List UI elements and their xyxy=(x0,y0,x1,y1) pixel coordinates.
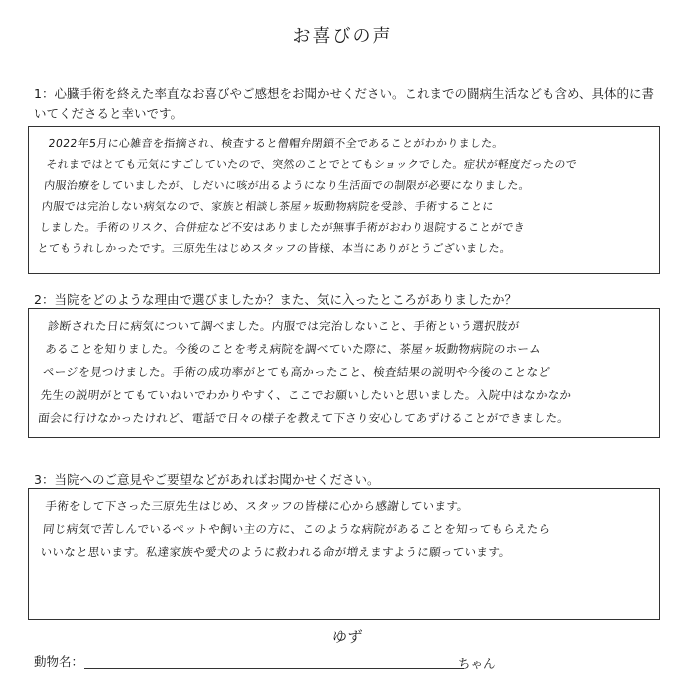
question-3-label: 3：当院へのご意見やご要望などがあればお聞かせください。 xyxy=(34,472,380,487)
answer-2-text xyxy=(37,315,655,430)
answer-3-text xyxy=(39,495,652,564)
answer-line: 手術をして下さった三原先生はじめ、スタッフの皆様に心から感謝しています。 xyxy=(44,499,470,513)
answer-line: 内服では完治しない病気なので、家族と相談し茶屋ヶ坂動物病院を受診、手術することに xyxy=(41,200,495,213)
answer-line: 面会に行けなかったけれど、電話で日々の様子を教えて下さり安心してあずけることができました。 xyxy=(37,411,570,425)
pet-name-value: ゆず xyxy=(330,628,364,646)
question-2-label: 2：当院をどのような理由で選びましたか？また、気に入ったところがありましたか？ xyxy=(34,292,517,307)
answer-line: あることを知りました。今後のことを考え病院を調べていた際に、茶屋ヶ坂動物病院のホーム xyxy=(44,342,542,356)
answer-line: 同じ病気で苦しんでいるペットや飼い主の方に、このような病院があることを知ってもらえたら xyxy=(42,522,552,536)
answer-3-box xyxy=(28,488,660,620)
answer-line: 内服治療をしていましたが、しだいに咳が出るようになり生活面での制限が必要になりました。 xyxy=(43,179,531,192)
pet-name-row xyxy=(34,628,654,672)
answer-line: とてもうれしかったです。三原先生はじめスタッフの皆様、本当にありがとうございました。 xyxy=(36,242,512,255)
answer-2-box xyxy=(28,308,660,438)
pet-name-underline xyxy=(84,668,464,669)
pet-name-label: 動物名： xyxy=(34,654,85,669)
answer-line: しました。手術のリスク、合併症など不安はありましたが無事手術がおわり退院することができ xyxy=(39,221,526,234)
answer-1-box xyxy=(28,126,660,274)
question-1-label: 1：心臓手術を終えた率直なお喜びやご感想をお聞かせください。これまでの闘病生活なども含め、具体的に書いてくださると幸いです。 xyxy=(34,86,654,121)
answer-1-text xyxy=(36,133,655,259)
answer-line: いいなと思います。私達家族や愛犬のように救われる命が増えますように願っています。 xyxy=(39,545,512,559)
answer-line: 2022年5月に心雑音を指摘され、検査すると僧帽弁閉鎖不全であることがわかりました。 xyxy=(47,137,505,150)
pet-name-suffix: ちゃん xyxy=(458,656,496,671)
answer-line: ページを見つけました。手術の成功率がとても高かったこと、検査結果の説明や今後のことなど xyxy=(42,365,551,379)
answer-line: 先生の説明がとてもていねいでわかりやすく、ここでお願いしたいと思いました。入院中はなかなか xyxy=(39,388,573,402)
answer-line: それまではとても元気にすごしていたので、突然のことでとてもショックでした。症状が軽度だったので xyxy=(45,158,578,171)
page-title: お喜びの声 xyxy=(292,26,393,47)
answer-line: 診断された日に病気について調べました。内服では完治しないこと、手術という選択肢が xyxy=(47,319,521,333)
